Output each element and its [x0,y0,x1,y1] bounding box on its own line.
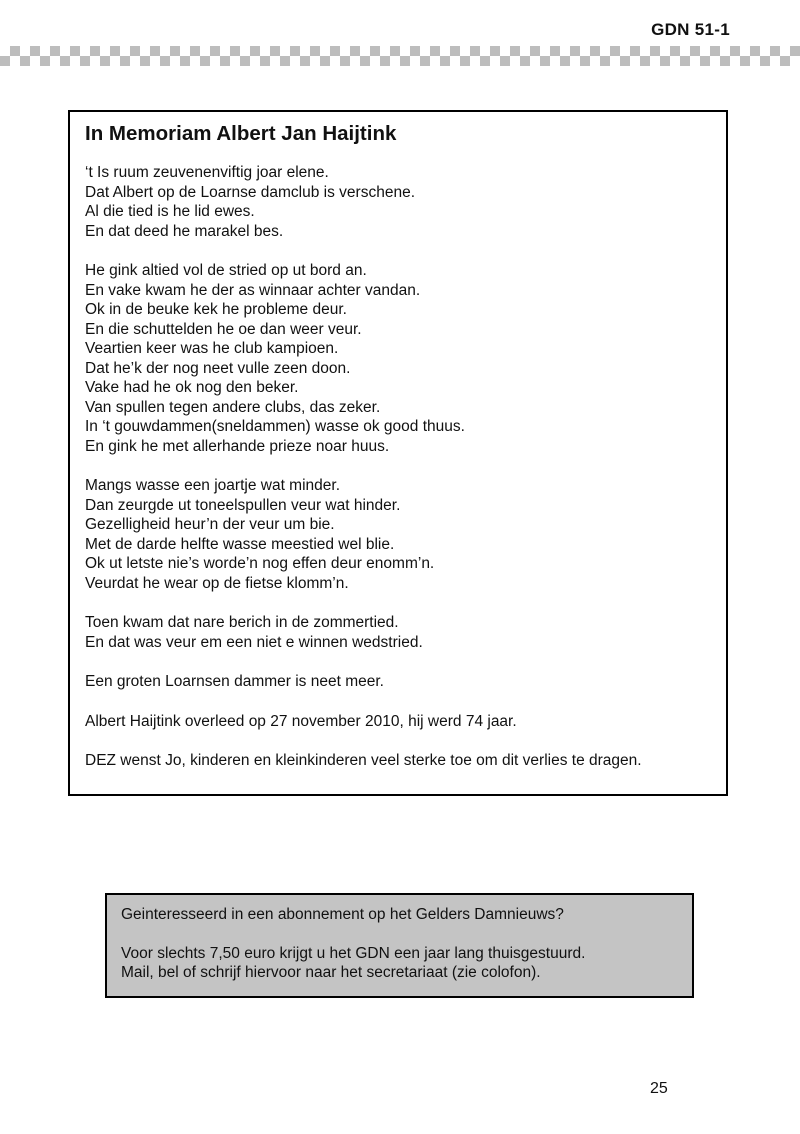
poem [85,163,711,652]
poem-line: Dan zeurgde ut toneelspullen veur wat hinder. [85,496,401,514]
subscription-offer-line: Voor slechts 7,50 euro krijgt u het GDN een jaar lang thuisgestuurd. [121,944,586,962]
poem-line: ‘t Is ruum zeuvenenviftig joar elene. [85,164,329,181]
poem-line: Ok ut letste nie’s worde’n nog effen deur enomm’n. [85,555,435,572]
poem-line: Met de darde helfte wasse meestied wel blie. [85,535,395,553]
poem-line: Mangs wasse een joartje wat minder. [85,477,341,494]
poem-line: Veartien keer was he club kampioen. [85,340,339,357]
poem-line: In ‘t gouwdammen(sneldammen) wasse ok good thuus. [85,418,465,435]
poem-line: Dat he’k der nog neet vulle zeen doon. [85,359,351,377]
poem-line: Vake had he ok nog den beker. [85,379,299,396]
poem-line: Dat Albert op de Loarnse damclub is verschene. [85,183,415,201]
poem-line: En dat deed he marakel bes. [85,222,284,240]
poem-line: Al die tied is he lid ewes. [85,203,255,220]
poem-line: Veurdat he wear op de fietse klomm’n. [85,574,349,592]
poem-line: Van spullen tegen andere clubs, das zeker. [85,398,381,416]
poem-line: He gink altied vol de stried op ut bord an. [85,262,367,279]
poem-line: En die schuttelden he oe dan weer veur. [85,320,362,338]
subscription-contact-line: Mail, bel of schrijf hiervoor naar het secretariaat (zie colofon). [121,964,541,981]
poem-line: En dat was veur em een niet e winnen wedstried. [85,633,423,651]
poem-line: Ok in de beuke kek he probleme deur. [85,301,347,318]
death-notice: Albert Haijtink overleed op 27 november 2010, hij werd 74 jaar. [85,712,517,730]
poem-stanza [85,261,711,456]
condolence-text: DEZ wenst Jo, kinderen en kleinkinderen veel sterke toe om dit verlies te dragen. [85,752,642,769]
poem-line: Gezelligheid heur’n der veur um bie. [85,516,335,533]
memoriam-title: In Memoriam Albert Jan Haijtink [85,122,397,145]
poem-line: En gink he met allerhande prieze noar huus. [85,437,390,455]
poem-stanza [85,163,711,241]
poem-line: En vake kwam he der as winnaar achter vandan. [85,281,421,299]
poem-stanza [85,476,711,593]
subscription-question: Geinteresseerd in een abonnement op het Gelders Damnieuws? [121,906,564,923]
spacer [121,925,678,944]
poem-line: Toen kwam dat nare berich in de zommertied. [85,614,399,631]
closing-line: Een groten Loarnsen dammer is neet meer. [85,673,384,690]
in-memoriam-box [68,110,728,796]
issue-label: GDN 51-1 [651,20,730,39]
subscription-box [105,893,694,998]
page-number: 25 [650,1080,668,1097]
poem-stanza [85,613,711,652]
checkered-header-band [0,46,800,66]
